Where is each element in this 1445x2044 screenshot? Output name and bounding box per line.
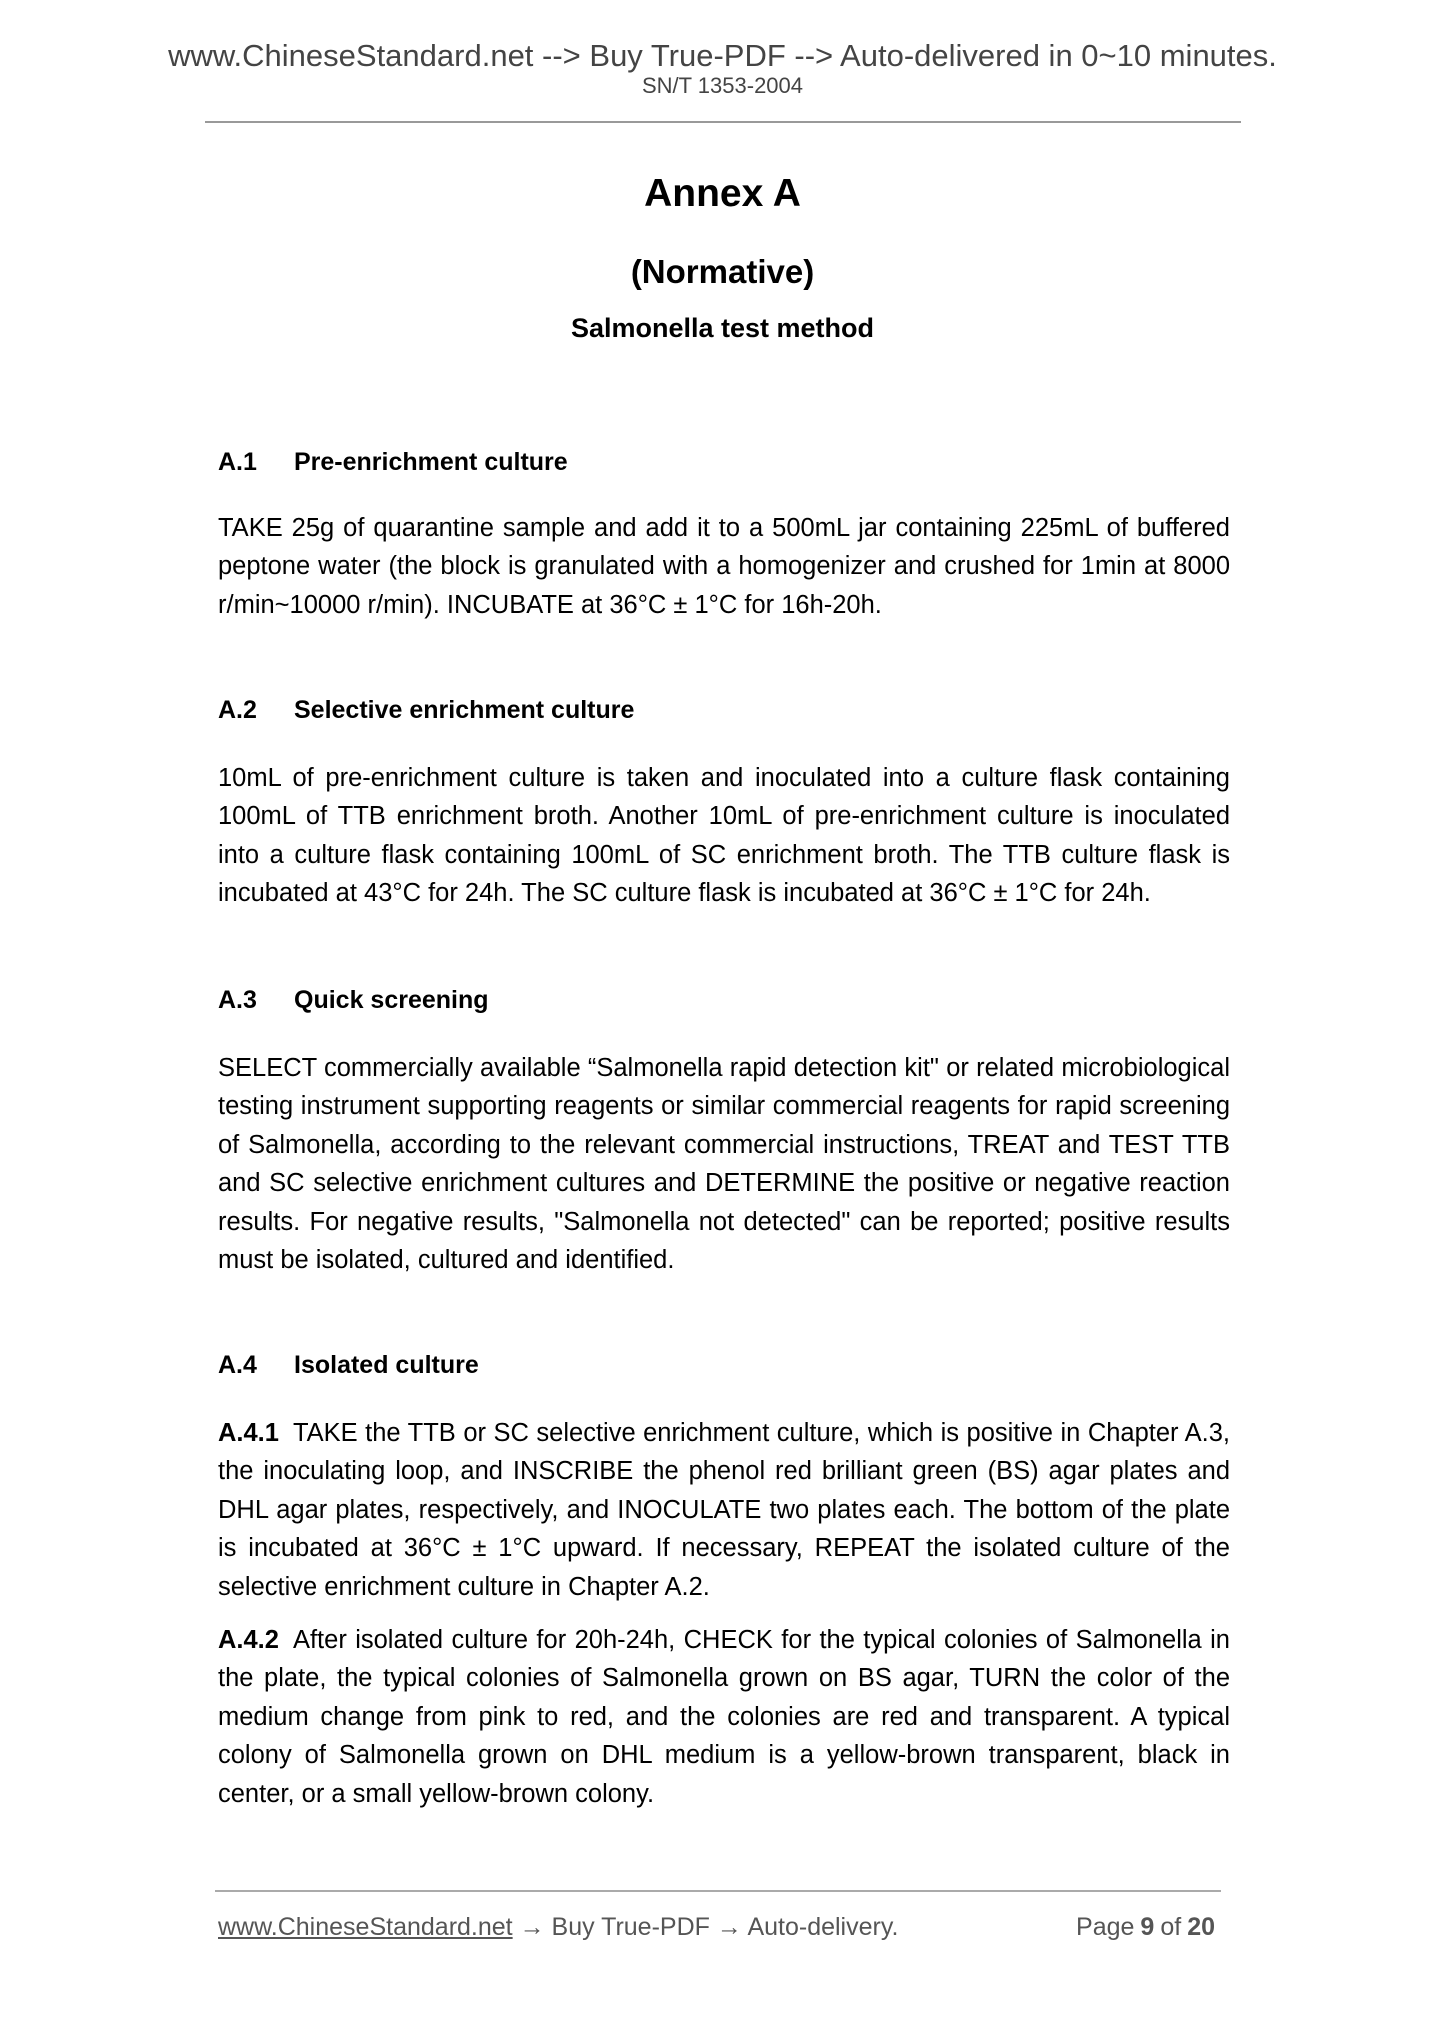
- standard-code: SN/T 1353-2004: [641, 73, 804, 98]
- subsection-number: A.4.1: [218, 1419, 279, 1447]
- footer-divider: [215, 1890, 1221, 1892]
- subsection-body: After isolated culture for 20h-24h, CHECK for the typical colonies of Salmonella in the plate, the typical colonies of Salmonella grown on BS agar, TURN the color of the medium change from pink to red, and the colonies are red and transparent. A typical colony of Salmonella grown on DHL medium is a yellow-brown transparent, black in center, or a small yellow-brown colony.: [218, 1626, 1230, 1808]
- section-heading-a4: [218, 1350, 479, 1380]
- section-number: A.3: [218, 986, 257, 1014]
- footer-promo: [218, 1912, 898, 1942]
- section-title: Quick screening: [294, 986, 489, 1014]
- section-number: A.4: [218, 1351, 257, 1379]
- subsection-a4-2: [218, 1621, 1230, 1813]
- header-divider: [205, 121, 1241, 123]
- section-body-a1: TAKE 25g of quarantine sample and add it to a 500mL jar containing 225mL of buffered peptone water (the block is granulated with a homogenizer and crushed for 1min at 8000 r/min~10000 r/min). INCUBATE at 36°C ± 1°C for 16h-20h.: [218, 514, 1230, 619]
- section-title: Selective enrichment culture: [294, 696, 635, 724]
- footer-delivery-text: Auto-delivery.: [747, 1913, 899, 1941]
- footer-buy-text: Buy True-PDF: [551, 1913, 710, 1941]
- page-current: 9: [1140, 1913, 1155, 1941]
- section-number: A.2: [218, 696, 257, 724]
- section-heading-a1: [218, 447, 568, 477]
- footer-site-link[interactable]: www.ChineseStandard.net: [218, 1913, 513, 1941]
- of-label: of: [1160, 1913, 1182, 1941]
- section-body-a3: SELECT commercially available “Salmonella rapid detection kit" or related microbiological testing instrument supporting reagents or similar commercial reagents for rapid screening of Salmonella, according to the relevant commercial instructions, TREAT and TEST TTB and SC selective enrichment cultures and DETERMINE the positive or negative reaction results. For negative results, "Salmonella not detected" can be reported; positive results must be isolated, cultured and identified.: [218, 1054, 1230, 1275]
- section-heading-a2: [218, 695, 634, 725]
- subsection-body: TAKE the TTB or SC selective enrichment culture, which is positive in Chapter A.3, the inoculating loop, and INSCRIBE the phenol red brilliant green (BS) agar plates and DHL agar plates, respectively, and INOCULATE two plates each. The bottom of the plate is incubated at 36°C ± 1°C upward. If necessary, REPEAT the isolated culture of the selective enrichment culture in Chapter A.2.: [218, 1419, 1230, 1601]
- arrow-right-icon: →: [519, 1913, 545, 1941]
- section-heading-a3: [218, 985, 489, 1015]
- annex-type: (Normative): [630, 253, 815, 290]
- subsection-number: A.4.2: [218, 1626, 279, 1654]
- section-title: Pre-enrichment culture: [294, 448, 568, 476]
- page-label: Page: [1076, 1913, 1135, 1941]
- section-number: A.1: [218, 448, 257, 476]
- header-banner: www.ChineseStandard.net --> Buy True-PDF --> Auto-delivered in 0~10 minutes.: [168, 38, 1277, 73]
- arrow-right-icon: →: [716, 1913, 742, 1941]
- page-indicator: [1076, 1912, 1221, 1942]
- section-title: Isolated culture: [294, 1351, 479, 1379]
- section-body-a2: 10mL of pre-enrichment culture is taken and inoculated into a culture flask containing 100mL of TTB enrichment broth. Another 10mL of pre-enrichment culture is inoculated into a culture flask containing 100mL of SC enrichment broth. The TTB culture flask is incubated at 43°C for 24h. The SC culture flask is incubated at 36°C ± 1°C for 24h.: [218, 764, 1230, 908]
- annex-title: Annex A: [644, 172, 801, 215]
- subsection-a4-1: [218, 1414, 1230, 1606]
- annex-subject: Salmonella test method: [570, 313, 875, 343]
- page-total: 20: [1187, 1913, 1215, 1941]
